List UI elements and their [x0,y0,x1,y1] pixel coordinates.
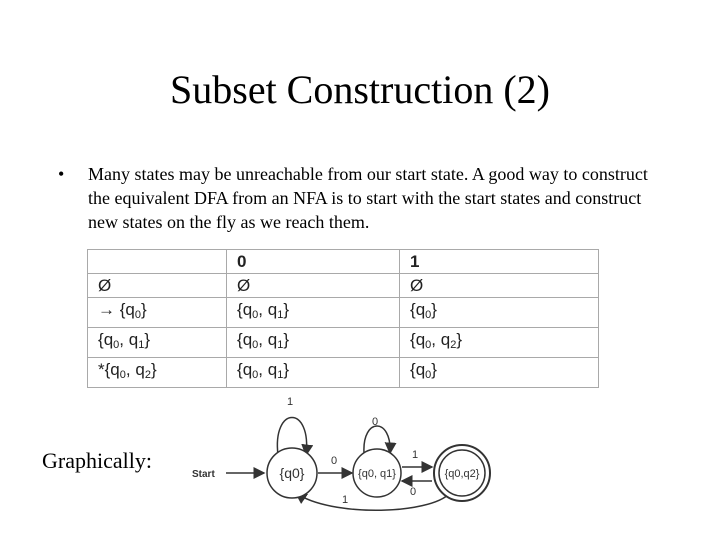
table-header-cell: 0 [227,250,400,274]
table-cell: {$q_0$, $q_1$} [227,358,400,388]
bullet-dot: • [58,164,65,184]
table-cell: {$q_0$, $q_1$} [88,328,227,358]
edge-label-q0q2-q0q1: 0 [410,486,417,498]
table-row [88,328,599,358]
table-header-cell [88,250,227,274]
table-cell: $*\{q_0$, $q_2$} [88,358,227,388]
table-header-row [88,250,599,274]
edge-label-q0-self: 1 [287,396,294,408]
dfa-diagram [180,385,510,535]
bullet-text: Many states may be unreachable from our start state. A good way to construct the equivalent DFA from an NFA is to start with the start states and construct new states on the fly as we reach them. [88,164,648,232]
table-cell: {$q_0$, $q_2$} [400,328,599,358]
table-cell: Ø [227,274,400,298]
table-cell: $\{q_0\}$ [400,358,599,388]
table-cell: $\{q_0\}$ [400,298,599,328]
graphically-label: Graphically: [42,448,152,473]
edge-label-q0-q0q1: 0 [331,455,338,467]
state-q0-label: {q0} [279,465,305,481]
start-label: Start [192,469,215,480]
table-row [88,274,599,298]
table-row [88,298,599,328]
table-cell: Ø [400,274,599,298]
edge-label-q0q1-q0q2: 1 [412,449,419,461]
edge-label-q0q1-self: 0 [372,416,379,428]
state-q0q1-label: {q0, q1} [358,468,396,480]
table-cell: {$q_0$, $q_1$} [227,328,400,358]
state-q0q2-label: {q0,q2} [444,468,480,480]
table-header-cell: 1 [400,250,599,274]
edge-label-q0q2-q0: 1 [342,494,349,506]
table-cell: {$q_0$, $q_1$} [227,298,400,328]
table-cell: → $\{q_0\}$ [88,298,227,328]
table-cell: Ø [88,274,227,298]
transition-table [87,249,599,388]
table-row [88,358,599,388]
slide-title: Subset Construction (2) [170,67,550,112]
